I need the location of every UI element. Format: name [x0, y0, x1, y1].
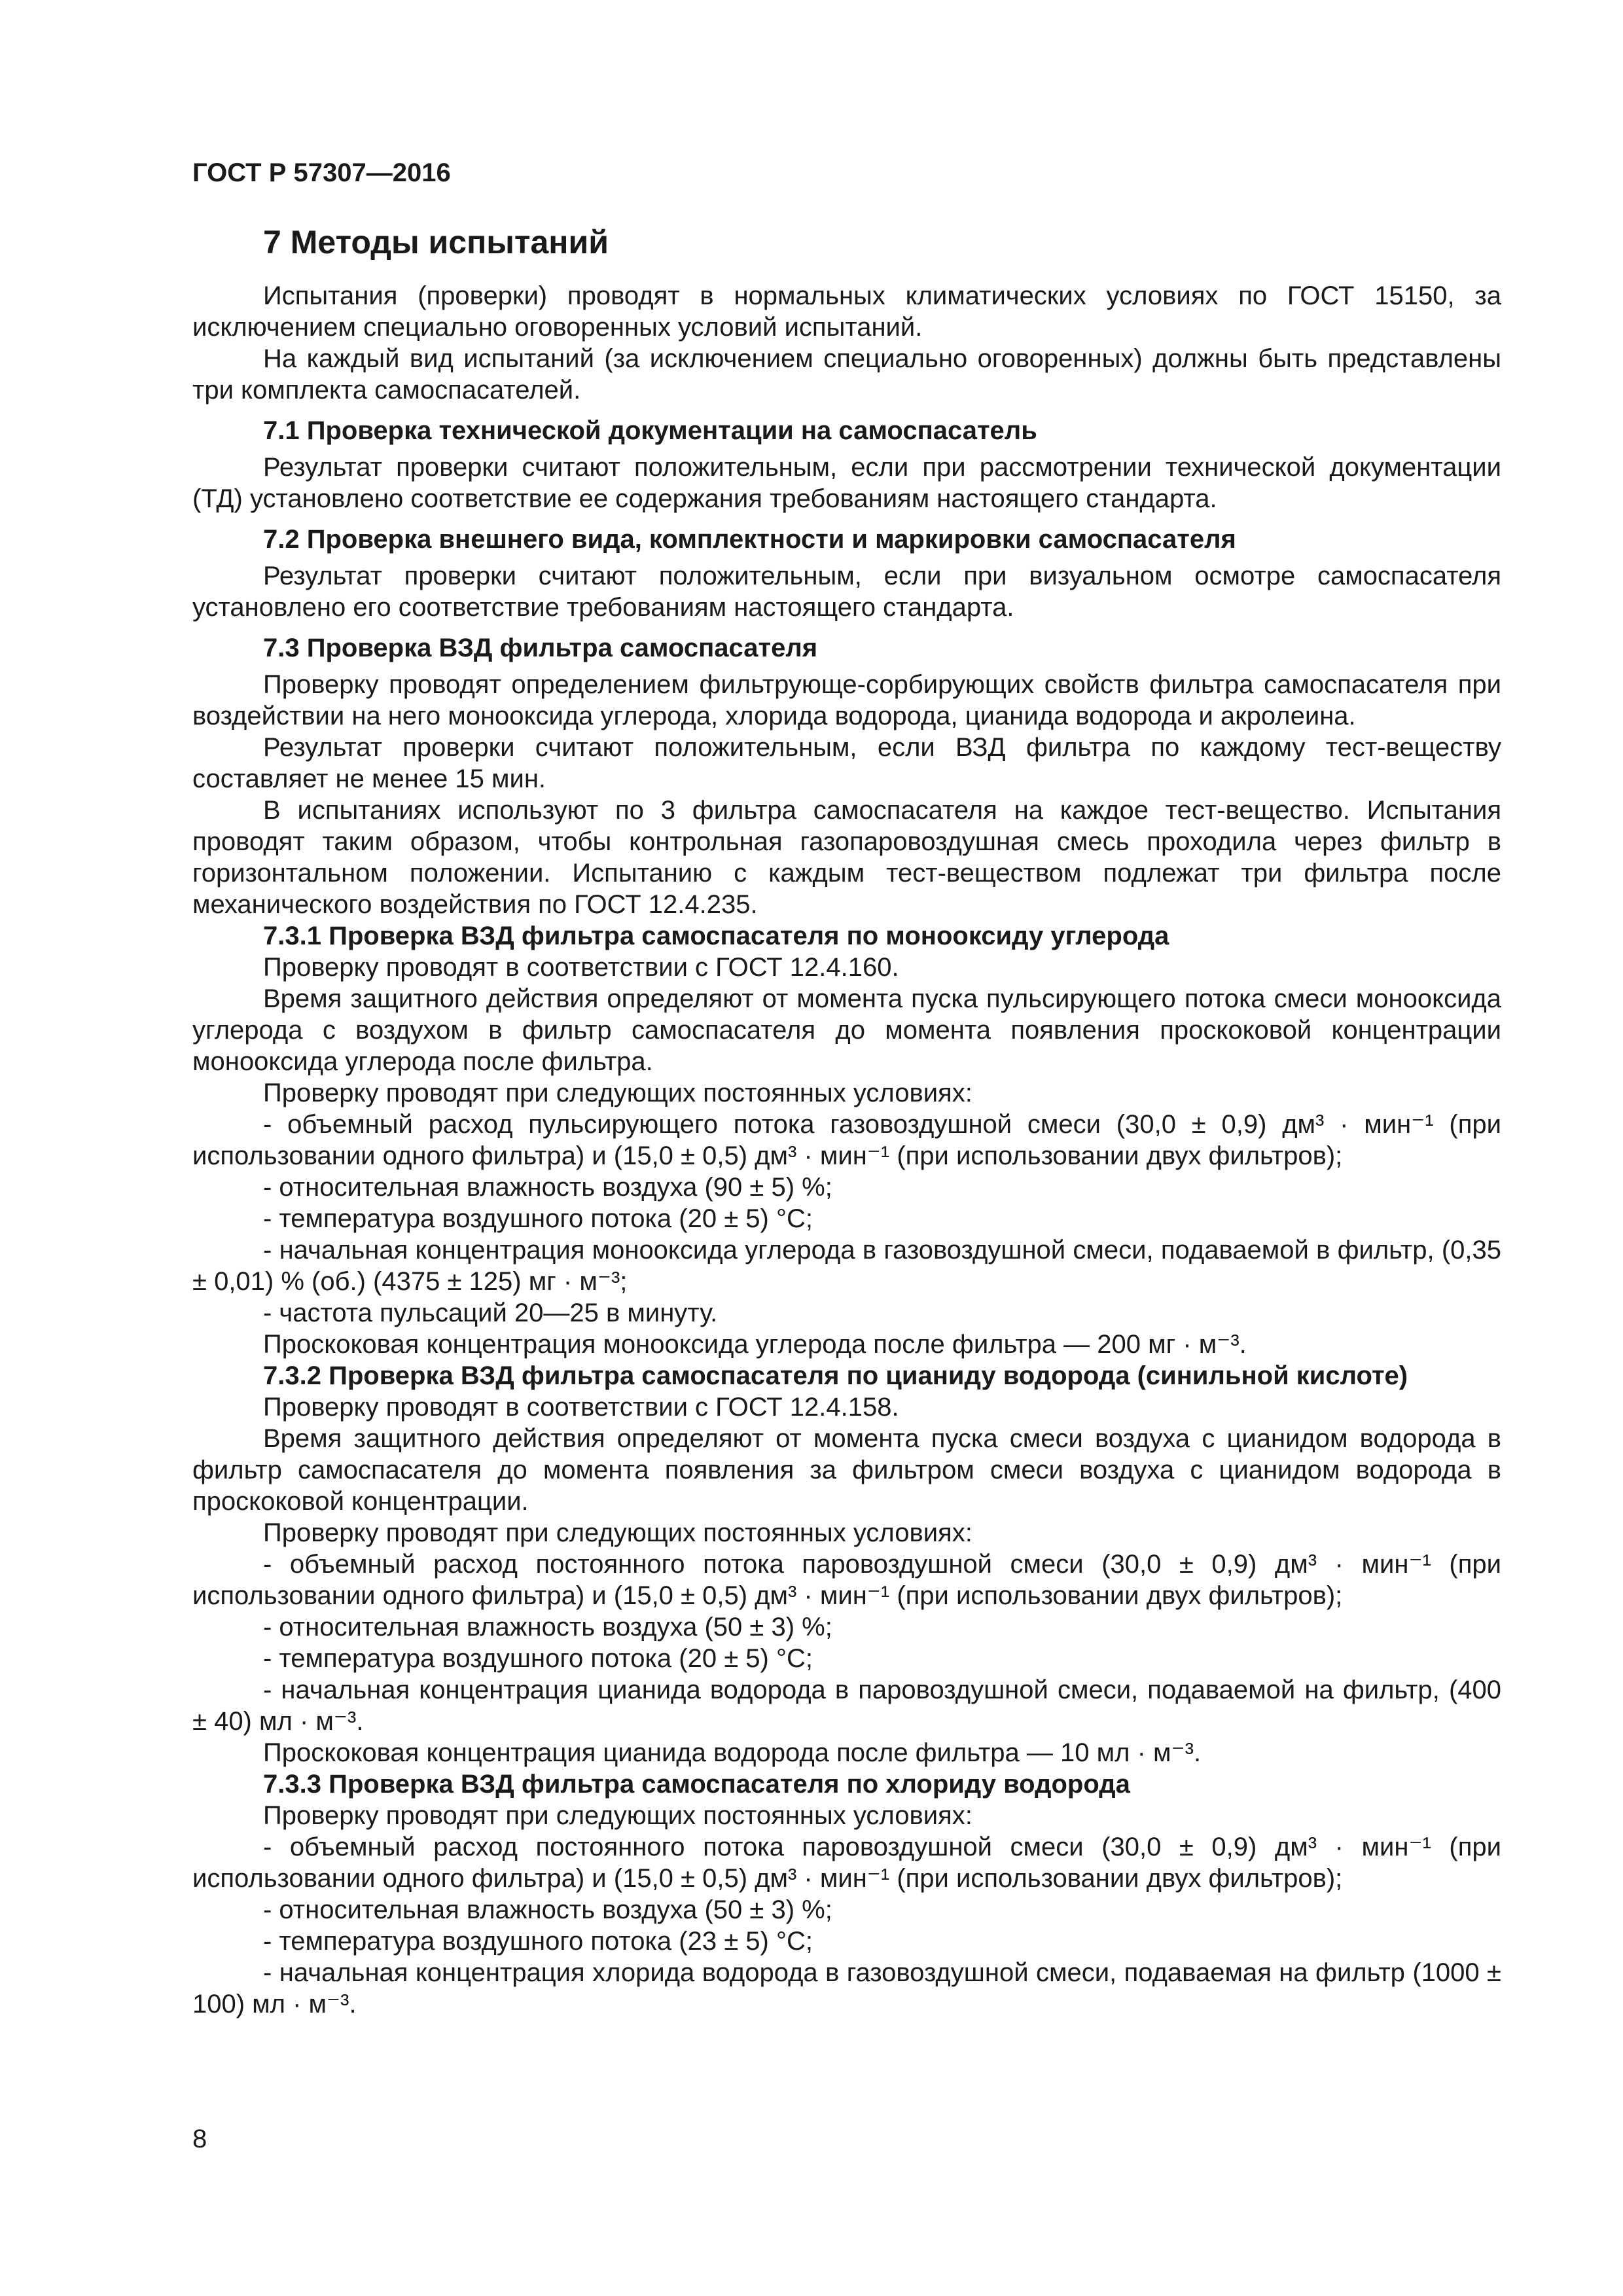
paragraph: - начальная концентрация хлорида водорода в газовоздушной смеси, подаваемая на фильтр (1000 ± 100) мл · м⁻³. — [192, 1958, 1501, 2018]
paragraph: Проскоковая концентрация монооксида углерода после фильтра — 200 мг · м⁻³. — [263, 1330, 1247, 1359]
paragraph: Проверку проводят в соответствии с ГОСТ 12.4.160. — [263, 953, 899, 982]
paragraph: Результат проверки считают положительным, если при визуальном осмотре самоспасателя установлено его соответствие требованиям настоящего стандарта. — [192, 562, 1501, 622]
clause-heading: 7.3.2 Проверка ВЗД фильтра самоспасателя по цианиду водорода (синильной кислоте) — [263, 1361, 1408, 1390]
paragraph: - относительная влажность воздуха (90 ± 5) %; — [263, 1173, 832, 1202]
paragraph: - начальная концентрация монооксида углерода в газовоздушной смеси, подаваемой в фильтр, (0,35 ± 0,01) % (об.) (4375 ± 125) мг · м⁻³; — [192, 1236, 1501, 1296]
paragraph: Результат проверки считают положительным, если ВЗД фильтра по каждому тест-веществу составляет не менее 15 мин. — [192, 733, 1501, 793]
page-number: 8 — [192, 2125, 207, 2153]
paragraph: Проверку проводят при следующих постоянных условиях: — [263, 1079, 972, 1107]
subsection-heading: 7.1 Проверка технической документации на самоспасатель — [263, 416, 1037, 445]
section-title: 7 Методы испытаний — [263, 224, 609, 260]
paragraph: Время защитного действия определяют от момента пуска пульсирующего потока смеси монооксида углерода с воздухом в фильтр самоспасателя до момента появления проскоковой концентрации монооксида углерода после фильтра. — [192, 984, 1501, 1076]
paragraph: - частота пульсаций 20—25 в минуту. — [263, 1299, 718, 1327]
paragraph: Проверку проводят при следующих постоянных условиях: — [263, 1801, 972, 1830]
paragraph: Проскоковая концентрация цианида водорода после фильтра — 10 мл · м⁻³. — [263, 1738, 1202, 1767]
document-header: ГОСТ Р 57307—2016 — [192, 158, 451, 187]
paragraph: - температура воздушного потока (20 ± 5) °С; — [263, 1204, 813, 1233]
paragraph: - температура воздушного потока (20 ± 5) °С; — [263, 1644, 813, 1673]
paragraph: - начальная концентрация цианида водорода в паровоздушной смеси, подаваемой на фильтр, (400 ± 40) мл · м⁻³. — [192, 1676, 1501, 1736]
clause-heading: 7.3.1 Проверка ВЗД фильтра самоспасателя по монооксиду углерода — [263, 922, 1169, 950]
document-body — [192, 280, 1501, 2020]
paragraph: На каждый вид испытаний (за исключением специально оговоренных) должны быть представлены три комплекта самоспасателей. — [192, 344, 1501, 404]
paragraph: - объемный расход постоянного потока паровоздушной смеси (30,0 ± 0,9) дм³ · мин⁻¹ (при использовании одного фильтра) и (15,0 ± 0,5) дм³ · мин⁻¹ (при использовании двух фильтров); — [192, 1550, 1501, 1610]
paragraph: Проверку проводят определением фильтрующе-сорбирующих свойств фильтра самоспасателя при воздействии на него монооксида углерода, хлорида водорода, цианида водорода и акролеина. — [192, 670, 1501, 730]
subsection-heading: 7.2 Проверка внешнего вида, комплектности и маркировки самоспасателя — [263, 525, 1236, 554]
document-page — [192, 157, 1501, 2020]
paragraph: Проверку проводят в соответствии с ГОСТ 12.4.158. — [263, 1393, 899, 1422]
paragraph: - относительная влажность воздуха (50 ± 3) %; — [263, 1613, 832, 1641]
subsection-heading: 7.3 Проверка ВЗД фильтра самоспасателя — [263, 634, 818, 662]
paragraph: - относительная влажность воздуха (50 ± 3) %; — [263, 1895, 832, 1924]
paragraph: Результат проверки считают положительным, если при рассмотрении технической документации (ТД) установлено соответствие ее содержания требованиям настоящего стандарта. — [192, 453, 1501, 513]
paragraph: - объемный расход постоянного потока паровоздушной смеси (30,0 ± 0,9) дм³ · мин⁻¹ (при использовании одного фильтра) и (15,0 ± 0,5) дм³ · мин⁻¹ (при использовании двух фильтров); — [192, 1833, 1501, 1893]
paragraph: Время защитного действия определяют от момента пуска смеси воздуха с цианидом водорода в фильтр самоспасателя до момента появления за фильтром смеси воздуха с цианидом водорода в проскоковой концентрации. — [192, 1424, 1501, 1516]
paragraph: Проверку проводят при следующих постоянных условиях: — [263, 1518, 972, 1547]
paragraph: - температура воздушного потока (23 ± 5) °С; — [263, 1927, 813, 1956]
clause-heading: 7.3.3 Проверка ВЗД фильтра самоспасателя по хлориду водорода — [263, 1770, 1130, 1799]
paragraph: - объемный расход пульсирующего потока газовоздушной смеси (30,0 ± 0,9) дм³ · мин⁻¹ (при использовании одного фильтра) и (15,0 ± 0,5) дм³ · мин⁻¹ (при использовании двух фильтров); — [192, 1110, 1501, 1170]
paragraph: Испытания (проверки) проводят в нормальных климатических условиях по ГОСТ 15150, за исключением специально оговоренных условий испытаний. — [192, 281, 1501, 342]
paragraph: В испытаниях используют по 3 фильтра самоспасателя на каждое тест-вещество. Испытания проводят таким образом, чтобы контрольная газопаровоздушная смесь проходила через фильтр в горизонтальном положении. Испытанию с каждым тест-веществом подлежат три фильтра после механического воздействия по ГОСТ 12.4.235. — [192, 796, 1501, 919]
